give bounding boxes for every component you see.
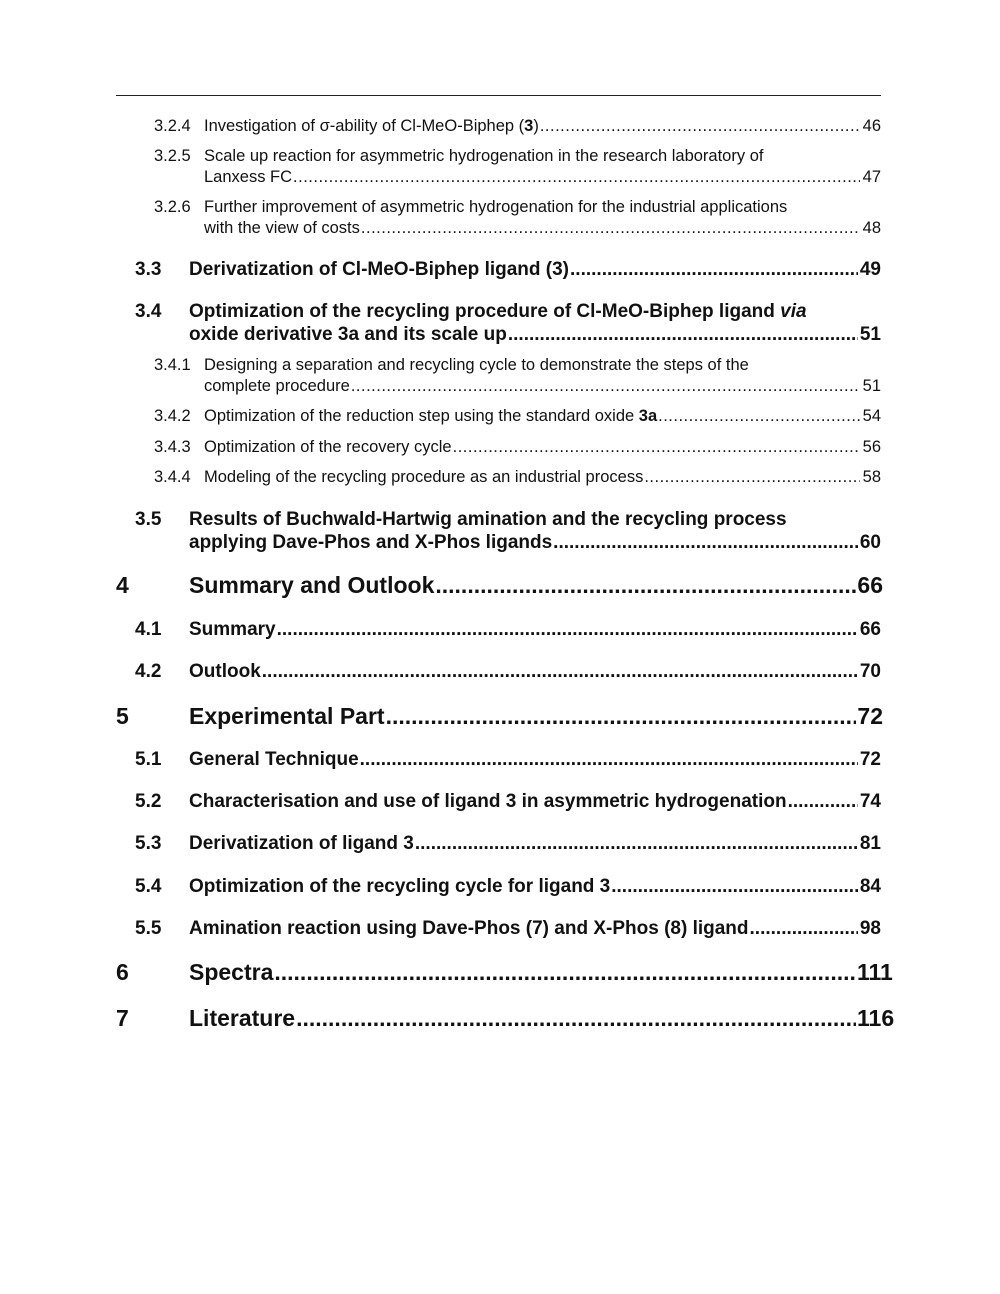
- section-number: 5.1: [135, 749, 162, 770]
- section-title-line-1: Further improvement of asymmetric hydrogenation for the industrial applications: [204, 198, 788, 216]
- section-number: 5.5: [135, 918, 162, 939]
- section-title: Outlook: [189, 661, 261, 682]
- dot-leader: [386, 702, 856, 730]
- dot-leader: [788, 790, 858, 813]
- page-number: 60: [859, 532, 881, 553]
- page-number: 116: [857, 1005, 895, 1031]
- section-title-line-1: Results of Buchwald-Hartwig amination and the recycling process: [189, 509, 787, 530]
- section-number: 3.4.3: [154, 438, 191, 456]
- section-title: Modeling of the recycling procedure as an industrial process: [204, 468, 644, 486]
- toc-entry-3-4-2[interactable]: [154, 406, 881, 427]
- section-number: 3.2.6: [154, 198, 191, 216]
- page-number: 48: [862, 219, 881, 237]
- page-number: 111: [857, 959, 893, 985]
- section-title-line-2: oxide derivative 3a and its scale up: [189, 324, 507, 345]
- toc-entry-4-2[interactable]: [135, 660, 881, 683]
- toc-entry-3-5[interactable]: [135, 508, 881, 554]
- dot-leader: [644, 467, 860, 488]
- section-number: 3.4.2: [154, 407, 191, 425]
- toc-entry-3-2-4[interactable]: [154, 116, 881, 137]
- section-number: 5.4: [135, 876, 162, 897]
- section-title: Optimization of the recovery cycle: [204, 438, 452, 456]
- section-number: 3.2.5: [154, 147, 191, 165]
- chapter-number: 6: [116, 959, 129, 985]
- section-number: 4.1: [135, 619, 162, 640]
- section-number: 3.4: [135, 301, 162, 322]
- section-number: 3.5: [135, 509, 162, 530]
- dot-leader: [361, 218, 860, 239]
- toc-entry-4[interactable]: [116, 571, 883, 599]
- section-title: Summary: [189, 619, 276, 640]
- toc-entry-3-4-4[interactable]: [154, 467, 881, 488]
- chapter-title: Experimental Part: [189, 703, 385, 729]
- section-title: Derivatization of Cl-MeO-Biphep ligand (3): [189, 259, 570, 280]
- page-number: 84: [859, 876, 881, 897]
- dot-leader: [508, 323, 858, 346]
- section-title-line-1: Scale up reaction for asymmetric hydrogenation in the research laboratory of: [204, 147, 764, 165]
- dot-leader: [262, 660, 858, 683]
- section-number: 5.3: [135, 833, 162, 854]
- section-number: 3.4.1: [154, 356, 191, 374]
- section-title-line-2: Lanxess FC: [204, 168, 293, 186]
- dot-leader: [435, 571, 856, 599]
- section-title: Characterisation and use of ligand 3 in asymmetric hydrogenation: [189, 791, 787, 812]
- section-title: Derivatization of ligand 3: [189, 833, 414, 854]
- section-title-line-1: Optimization of the recycling procedure of Cl-MeO-Biphep ligand via: [189, 301, 807, 322]
- page-number: 46: [862, 117, 881, 135]
- dot-leader: [296, 1004, 856, 1032]
- dot-leader: [611, 875, 858, 898]
- toc-entry-5[interactable]: [116, 702, 883, 730]
- page-number: 70: [859, 661, 881, 682]
- page-number: 98: [859, 918, 881, 939]
- section-title: Optimization of the reduction step using the standard oxide 3a: [204, 407, 658, 425]
- dot-leader: [360, 748, 858, 771]
- dot-leader: [277, 618, 858, 641]
- toc-entry-3-4-3[interactable]: [154, 437, 881, 458]
- toc-entry-3-2-6[interactable]: [154, 197, 881, 239]
- dot-leader: [274, 958, 856, 986]
- section-number: 4.2: [135, 661, 162, 682]
- page-number: 66: [859, 619, 881, 640]
- section-title-line-1: Designing a separation and recycling cycle to demonstrate the steps of the: [204, 356, 749, 374]
- toc-entry-6[interactable]: [116, 958, 893, 986]
- chapter-number: 5: [116, 703, 129, 729]
- dot-leader: [553, 531, 858, 554]
- dot-leader: [453, 437, 860, 458]
- section-number: 3.3: [135, 259, 162, 280]
- toc-entry-5-1[interactable]: [135, 748, 881, 771]
- section-number: 3.4.4: [154, 468, 191, 486]
- section-title-line-2: complete procedure: [204, 377, 350, 395]
- section-title: General Technique: [189, 749, 359, 770]
- header-rule: [116, 95, 881, 96]
- toc-entry-4-1[interactable]: [135, 618, 881, 641]
- section-title: Amination reaction using Dave-Phos (7) and X-Phos (8) ligand: [189, 918, 749, 939]
- dot-leader: [570, 258, 858, 281]
- page-number: 54: [862, 407, 881, 425]
- toc-entry-7[interactable]: [116, 1004, 895, 1032]
- page-number: 66: [857, 572, 883, 598]
- page-number: 58: [862, 468, 881, 486]
- toc-entry-5-5[interactable]: [135, 917, 881, 940]
- section-title-line-2: applying Dave-Phos and X-Phos ligands: [189, 532, 553, 553]
- dot-leader: [750, 917, 858, 940]
- page-number: 47: [862, 168, 881, 186]
- chapter-title: Summary and Outlook: [189, 572, 435, 598]
- page-number: 72: [859, 749, 881, 770]
- chapter-title: Literature: [189, 1005, 296, 1031]
- toc-entry-3-4[interactable]: [135, 300, 881, 346]
- page-number: 74: [859, 791, 881, 812]
- toc-entry-5-3[interactable]: [135, 832, 881, 855]
- toc-entry-3-3[interactable]: [135, 258, 881, 281]
- toc-entry-3-2-5[interactable]: [154, 146, 881, 188]
- toc-entry-5-2[interactable]: [135, 790, 881, 813]
- dot-leader: [415, 832, 858, 855]
- section-number: 3.2.4: [154, 117, 191, 135]
- chapter-title: Spectra: [189, 959, 274, 985]
- toc-entry-5-4[interactable]: [135, 875, 881, 898]
- page-number: 51: [862, 377, 881, 395]
- page-number: 56: [862, 438, 881, 456]
- section-number: 5.2: [135, 791, 162, 812]
- page-number: 72: [857, 703, 883, 729]
- dot-leader: [293, 167, 860, 188]
- section-title-line-2: with the view of costs: [204, 219, 360, 237]
- toc-entry-3-4-1[interactable]: [154, 355, 881, 397]
- dot-leader: [351, 376, 860, 397]
- dot-leader: [540, 116, 860, 137]
- chapter-number: 7: [116, 1005, 129, 1031]
- section-title: Optimization of the recycling cycle for ligand 3: [189, 876, 611, 897]
- dot-leader: [658, 406, 860, 427]
- section-title: Investigation of σ-ability of Cl-MeO-Biphep (3): [204, 117, 539, 135]
- page-number: 81: [859, 833, 881, 854]
- page-number: 51: [859, 324, 881, 345]
- chapter-number: 4: [116, 572, 129, 598]
- page-number: 49: [859, 259, 881, 280]
